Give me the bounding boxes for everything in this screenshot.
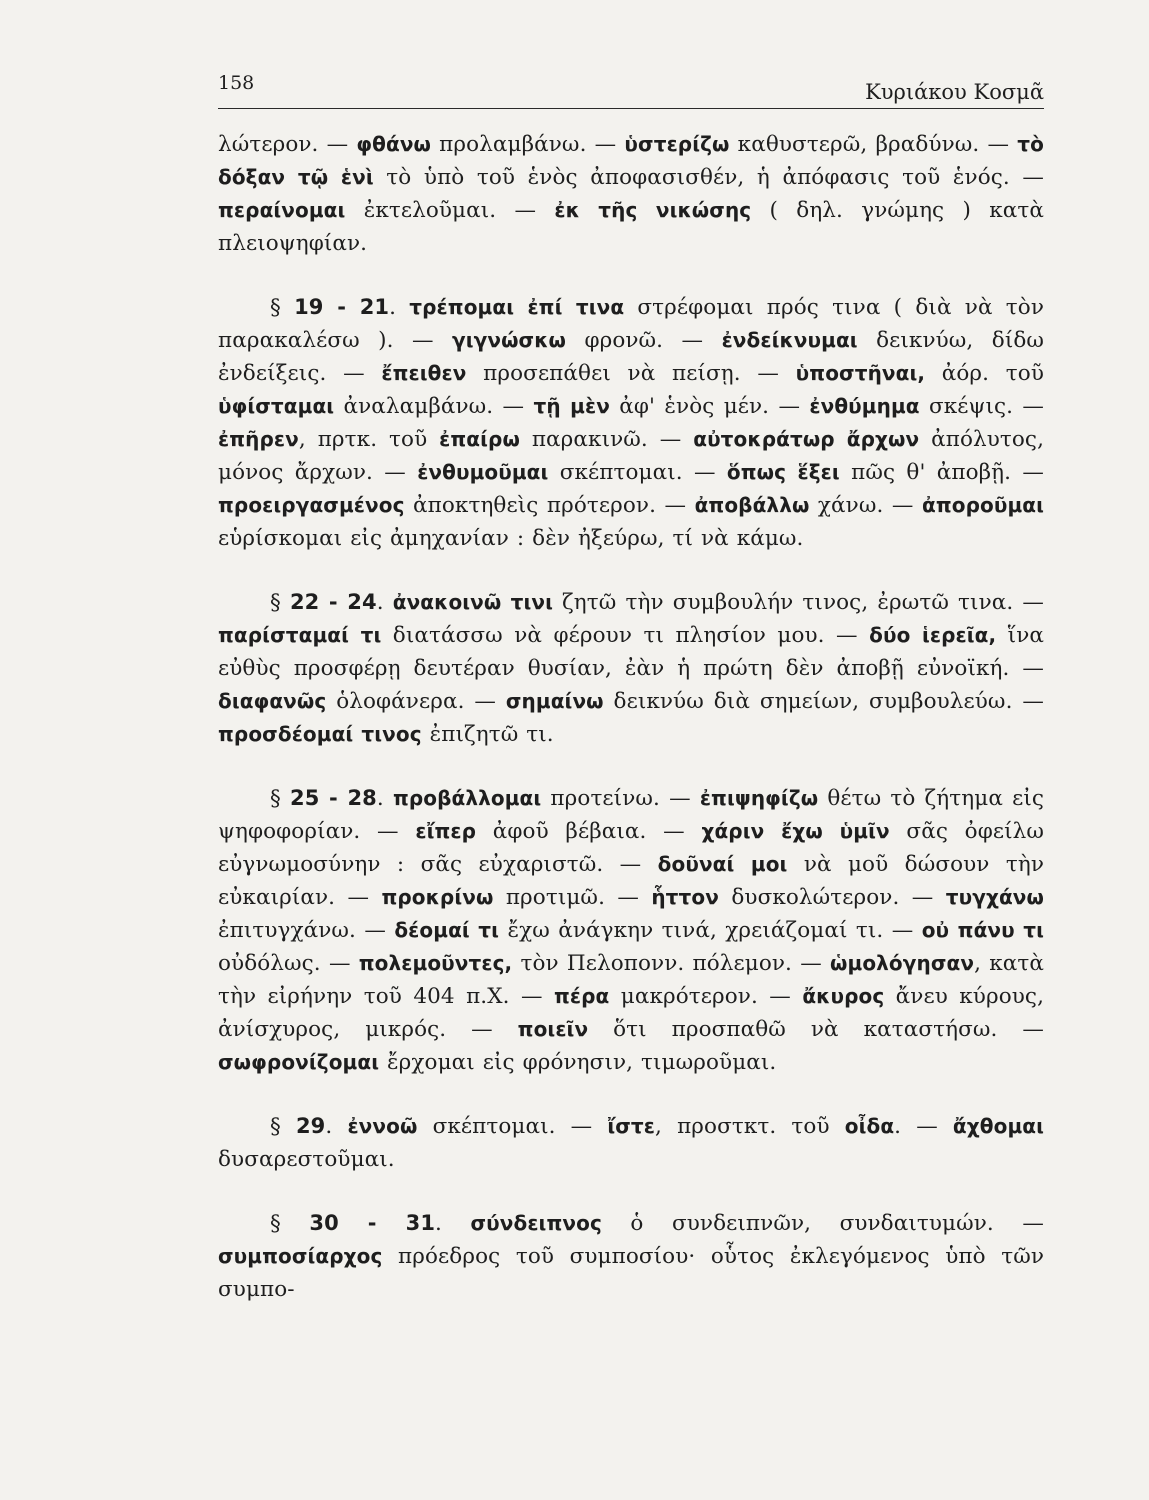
gloss-text: σᾶς ὀφείλω εὐγνωμοσύνην : σᾶς εὐχαριστῶ. — [218,819,1044,877]
gloss-text: διατάσσω νὰ φέρουν τι πλησίον μου. — [381,623,870,648]
glossary-term: προειργασμένος [218,493,405,517]
glossary-term: ἐπιψηφίζω [699,786,819,810]
gloss-text: . [325,1114,348,1139]
glossary-term: ἧττον [651,885,719,909]
gloss-text: παρακινῶ. — [519,427,694,452]
paragraph-4 [218,782,1044,1079]
glossary-term: πέρα [553,984,610,1008]
paragraph-3 [218,586,1044,751]
glossary-term: ἄκυρος [802,984,885,1008]
glossary-term: ὑποστῆναι, [795,361,926,385]
gloss-text: ὁ συνδειπνῶν, συνδαιτυμών. — [601,1211,1044,1236]
gloss-text: στρέφομαι πρός τινα ( διὰ νὰ τὸν παρακαλέσω ). — [218,295,1044,353]
glossary-term: σωφρονίζομαι [218,1050,380,1074]
gloss-text: ἔρχομαι εἰς φρόνησιν, τιμωροῦμαι. [379,1050,777,1075]
gloss-text: προσεπάθει νὰ πείσῃ. — [466,361,796,386]
glossary-term: δοῦναί μοι [657,852,788,876]
glossary-term: δέομαί τι [394,918,500,942]
paragraph-6 [218,1207,1044,1306]
gloss-text: φρονῶ. — [566,328,722,353]
gloss-text: ἀφοῦ βέβαια. — [476,819,702,844]
gloss-text: ἀόρ. τοῦ [925,361,1044,386]
paragraph-5 [218,1110,1044,1176]
glossary-term: ἐπαίρω [439,427,520,451]
glossary-term: ποιεῖν [517,1017,589,1041]
glossary-term: αὐτοκράτωρ ἄρχων [693,427,920,451]
gloss-text: νὰ μοῦ δώσουν τὴν εὐκαιρίαν. — [218,852,1044,910]
gloss-text: ἀπόλυτος, μόνος ἄρχων. — [218,427,1044,485]
gloss-text: δυσαρεστοῦμαι. [218,1147,395,1172]
glossary-term: ὅπως ἕξει [726,460,840,484]
glossary-term: ἄχθομαι [952,1114,1044,1138]
gloss-text: ἄνευ κύρους, ἀνίσχυρος, μικρός. — [218,984,1044,1042]
gloss-text: ἵνα εὐθὺς προσφέρῃ δευτέραν θυσίαν, ἐὰν ἡ πρώτη δὲν ἀποβῇ εὐνοϊκή. — [218,623,1044,681]
glossary-term: εἴπερ [415,819,477,843]
glossary-term: ἔπειθεν [381,361,467,385]
gloss-text: σκέπτομαι. — [548,460,727,485]
gloss-text: ὁλοφάνερα. — [326,689,506,714]
gloss-text: , κατὰ τὴν εἰρήνην τοῦ 404 π.Χ. — [218,951,1044,1009]
gloss-text: ἐκτελοῦμαι. — [345,198,555,223]
gloss-text: ἐπιτυγχάνω. — [218,918,395,943]
gloss-text: πῶς θ' ἀποβῇ. — [839,460,1044,485]
gloss-text: § [270,1211,310,1236]
gloss-text: ζητῶ τὴν συμβουλήν τινος, ἐρωτῶ τινα. — [552,590,1044,615]
glossary-term: τῇ μὲν [533,394,610,418]
glossary-term: προβάλλομαι [392,786,542,810]
gloss-text: ἀποκτηθεὶς πρότερον. — [404,493,695,518]
gloss-text: ἐπιζητῶ τι. [421,722,554,747]
gloss-text: δεικνύω διὰ σημείων, συμβουλεύω. — [603,689,1044,714]
glossary-term: δύο ἱερεῖα, [869,623,997,647]
page-header [218,68,1044,109]
glossary-term: διαφανῶς [218,689,327,713]
gloss-text: μακρότερον. — [609,984,803,1009]
gloss-text: ἀφ' ἑνὸς μέν. — [609,394,810,419]
glossary-term: τρέπομαι ἐπί τινα [409,295,625,319]
glossary-term: ἐννοῶ [347,1114,418,1138]
glossary-term: περαίνομαι [218,198,346,222]
section-number: 25 - 28 [289,786,377,810]
gloss-text: . [435,1211,471,1236]
gloss-text: § [270,1114,296,1139]
section-number: 29 [295,1114,326,1138]
paragraph-1 [218,128,1044,260]
section-number: 30 - 31 [309,1211,436,1235]
glossary-term: τὸ δόξαν τῷ ἑνὶ [218,132,1044,189]
gloss-text: . [376,786,393,811]
glossary-term: ὡμολόγησαν [830,951,975,975]
glossary-term: ἐνθυμοῦμαι [417,460,549,484]
gloss-text: εὑρίσκομαι εἰς ἀμηχανίαν : δὲν ἠξεύρω, τί νὰ κάμω. [218,526,804,551]
glossary-term: γιγνώσκω [452,328,567,352]
gloss-text: ἀναλαμβάνω. — [334,394,534,419]
glossary-term: προσδέομαί τινος [218,722,422,746]
gloss-text: δυσκολώτερον. — [718,885,946,910]
page-number: 158 [218,72,255,94]
glossary-term: τυγχάνω [945,885,1044,909]
gloss-text: σκέψις. — [919,394,1044,419]
gloss-text: . — [894,1114,953,1139]
glossary-term: ἀποβάλλω [694,493,810,517]
glossary-term: ἐπῆρεν [218,427,299,451]
glossary-term: οὐ πάνυ τι [921,918,1044,942]
gloss-text: καθυστερῶ, βραδύνω. — [729,132,1018,157]
glossary-term: ἐνθύμημα [809,394,920,418]
glossary-term: ἀνακοινῶ τινι [392,590,553,614]
gloss-text: ὅτι προσπαθῶ νὰ καταστήσω. — [588,1017,1045,1042]
gloss-text: . [376,590,393,615]
gloss-text: § [270,786,290,811]
glossary-term: χάριν ἔχω ὑμῖν [701,819,890,843]
glossary-term: συμποσίαρχος [218,1244,383,1268]
gloss-text: προλαμβάνω. — [431,132,625,157]
gloss-text: § [270,590,290,615]
gloss-text: οὐδόλως. — [218,951,359,976]
glossary-term: ἴστε [607,1114,656,1138]
glossary-term: ἐνδείκνυμαι [721,328,858,352]
gloss-text: λώτερον. — [218,132,357,157]
gloss-text: , πρτκ. τοῦ [298,427,440,452]
gloss-text: θέτω τὸ ζήτημα εἰς ψηφοφορίαν. — [218,786,1044,844]
glossary-term: ὑφίσταμαι [218,394,335,418]
section-number: 22 - 24 [289,590,377,614]
running-title: Κυριάκου Κοσμᾶ [865,80,1044,104]
glossary-term: προκρίνω [381,885,494,909]
gloss-text: ( δηλ. γνώμης ) κατὰ πλειοψηφίαν. [218,198,1044,256]
gloss-text: πρόεδρος τοῦ συμποσίου· οὗτος ἐκλεγόμενος ὑπὸ τῶν συμπο- [218,1244,1044,1302]
gloss-text: σκέπτομαι. — [417,1114,608,1139]
glossary-term: πολεμοῦντες, [358,951,513,975]
glossary-term: ἀποροῦμαι [921,493,1044,517]
gloss-text: ἔχω ἀνάγκην τινά, χρειάζομαί τι. — [499,918,922,943]
glossary-term: σύνδειπνος [470,1211,602,1235]
glossary-term: ὑστερίζω [624,132,730,156]
glossary-term: οἶδα [844,1114,895,1138]
gloss-text: χάνω. — [809,493,922,518]
gloss-text: § [270,295,295,320]
gloss-text: δεικνύω, δίδω ἐνδείξεις. — [218,328,1045,386]
glossary-term: ἐκ τῆς νικώσης [554,198,752,222]
section-number: 19 - 21 [294,295,390,319]
page-body [218,128,1044,1337]
gloss-text: . [389,295,410,320]
glossary-term: φθάνω [356,132,432,156]
gloss-text: προτείνω. — [541,786,700,811]
glossary-term: σημαίνω [505,689,604,713]
gloss-text: τὸ ὑπὸ τοῦ ἑνὸς ἀποφασισθέν, ἡ ἀπόφασις τοῦ ἑνός. — [373,165,1044,190]
paragraph-2 [218,291,1044,555]
glossary-term: παρίσταμαί τι [218,623,382,647]
gloss-text: προτιμῶ. — [493,885,652,910]
gloss-text: τὸν Πελοπονν. πόλεμον. — [512,951,831,976]
gloss-text: , προστκτ. τοῦ [655,1114,845,1139]
